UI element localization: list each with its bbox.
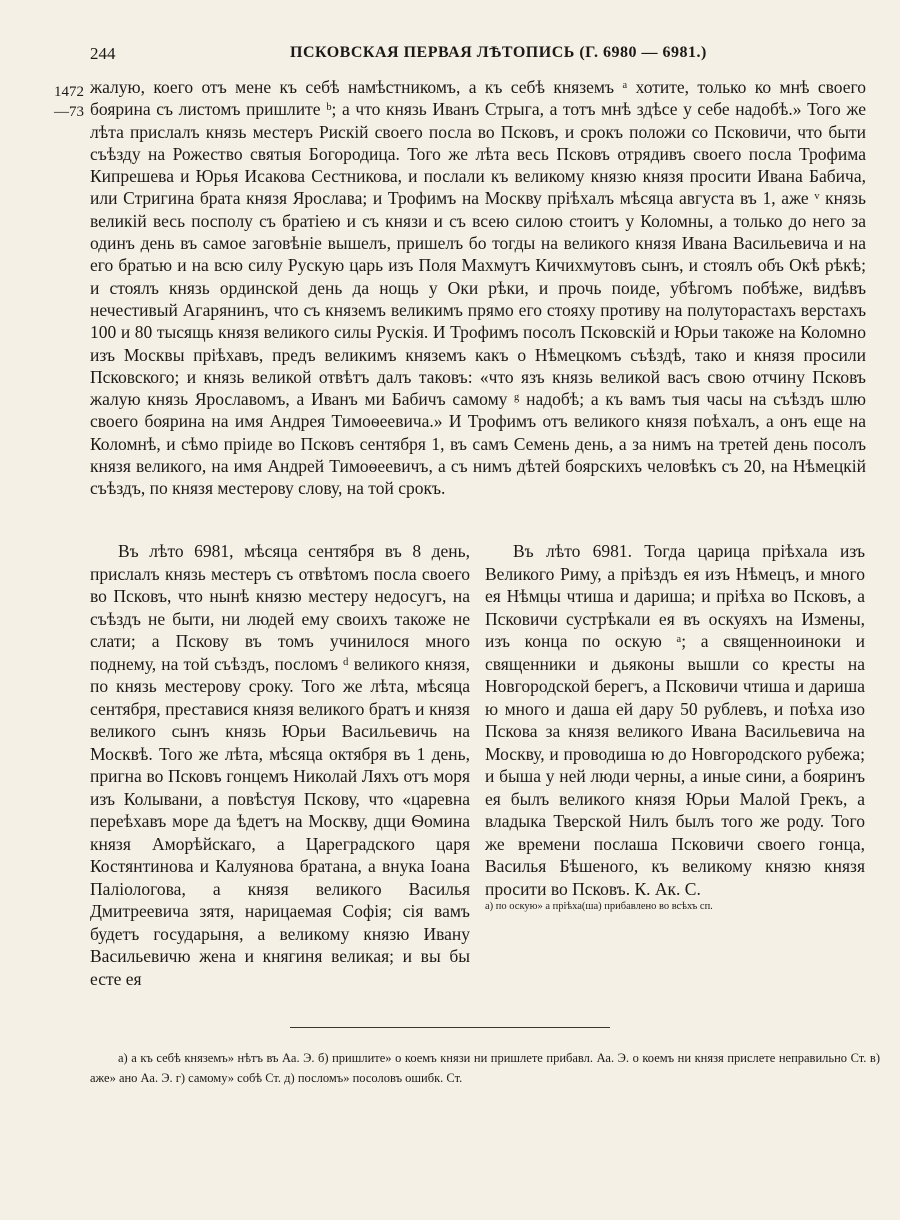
running-title: ПСКОВСКАЯ ПЕРВАЯ ЛѢТОПИСЬ (Г. 6980 — 6981.): [290, 44, 707, 61]
right-column-paragraph: Въ лѣто 6981. Тогда царица пріѣхала изъ Великого Риму, а пріѣздъ ея изъ Нѣмецъ, и много ея Нѣмцы чтиша и дариша; и пріѣха во Псковъ, а Псковичи сустрѣкали ея въ оскуяхъ на Измены, изъ конца по оскую ᵃ; а священноиноки и священники и дьяконы вышли со кресты на Новгородской берегъ, а Псковичи чтиша и дариша ю много и даша ей дару 50 рублевъ, и поѣха изо Пскова за князя великого Ивана Васильевича на Москву, и проводиша ю до Новгородского рубежа; и быша у ней люди черны, а иные сини, а бояринъ ея былъ великого князя Юрьи Малой Грекъ, а владыка Тверской Нилъ былъ того же роду. Того же времени послаша Псковичи своего гонца, Василья Бѣшеного, къ великому князю князя просити во Псковъ. К. Ак. С.: [485, 541, 865, 899]
left-column: [90, 540, 470, 990]
page-header: [90, 44, 865, 74]
footnote-divider: [290, 1027, 610, 1028]
margin-year-note: 1472 —73: [54, 84, 84, 120]
left-column-paragraph: Въ лѣто 6981, мѣсяца сентября въ 8 день, прислалъ князь местеръ съ отвѣтомъ посла своего во Псковъ, что нынѣ князю местеру недосугъ, на съѣздъ не быти, ни людей ему своихъ такоже не слати; а Пскову въ томъ учинилося много поднему, на той съѣздъ, посломъ ᵈ великого князя, по князь местерову сроку. Того же лѣта, мѣсяца сентября, преставися князя великого братъ и князя великого сынъ князь Юрьи Васильевичь на Москвѣ. Того же лѣта, мѣсяца октября въ 1 день, пригна во Псковъ гонцемъ Николай Ляхъ отъ моря изъ Колывани, а повѣстуя Пскову, что «царевна переѣхавъ море да ѣдетъ на Москву, дщи Ѳомина князя Аморѣйскаго, а Цареградского царя Костянтинова и Калуянова братана, а внука Іоана Паліологова, а князя великого Василья Дмитреевича зятя, нарицаемая Софія; сія вамъ будетъ государыня, а великому князю Ивану Васильевичю жена и княгиня великая; и вы бы естe ея: [90, 541, 470, 989]
full-width-text-block: [90, 76, 866, 500]
right-column-footnote: а) по оскую» а пріѣха(ша) прибавлено во всѣхъ сп.: [485, 901, 713, 912]
right-column: [485, 540, 865, 914]
chronicle-paragraph: жалую, коего отъ мене къ себѣ намѣстникомъ, а къ себѣ княземъ ᵃ хотите, только ко мнѣ своего боярина съ листомъ пришлите ᵇ; а что князь Иванъ Стрыга, а тотъ мнѣ здѣсе у себе надобѣ.» Того же лѣта прислалъ князь местеръ Рискій своего посла во Псковъ, и срокъ положи со Псковичи, что быти съѣзду на Рожество святыя Богородица. Того же лѣта весь Псковъ отрядивъ своего посла Трофима Кипрешева и Юрья Исакова Сестникова, и послали къ великому князю князя просити Ивана Бабича, или Стригина брата князя Ярослава; и Трофимъ на Москву пріѣхалъ мѣсяца августа въ 1, аже ᵛ князь великій весь посполу съ братіею и съ князи и съ всею силою стоитъ у Коломны, а только до него за одинъ день въ самое заговѣніе вышелъ, пришелъ бо тогды на великого князя Ивана Васильевича и на его братью и на всю силу Рускую царь изъ Поля Махмутъ Кичихмутовъ сынъ, и стоялъ объ Окѣ рѣкѣ; и стоялъ князь ординской день да нощь у Оки рѣки, и прочь поиде, убѣгомъ побѣже, видѣвъ нечестивый Агарянинъ, что съ княземъ великимъ прямо его стояху противу на полуторастахъ верстахъ 100 и 80 тысящь князя великого силы Рускія. И Трофимъ посолъ Псковскій и Юрьи такоже на Коломно изъ Москвы пріѣхавъ, предъ великимъ княземъ какъ о Нѣмецкомъ съѣздѣ, тако и князя просили Псковского; и князь великой отвѣтъ далъ таковъ: «что язъ князь великой васъ свою отчину Псковъ жалую князь Ярославомъ, а Иванъ ми Бабичъ самому ᵍ надобѣ; а къ вамъ тыя часы на съѣздъ шлю своего боярина на имя Андрея Тимоѳеевича.» И Трофимъ отъ великого князя поѣхалъ, а онъ еще на Коломнѣ, и сѣмо пріиде во Псковъ сентября 1, въ самъ Семень день, а за нимъ на третей день посолъ князя великого, на имя Андрей Тимоѳеевичъ, а съ нимъ дѣтей боярскихъ человѣкъ съ 20, на Нѣмецкій съѣздъ, по князя местерову слову, на той срокъ.: [90, 77, 866, 499]
page-number: 244: [90, 44, 116, 63]
footnote-text: а) а къ себѣ княземъ» нѣтъ въ Аа. Э. б) пришлите» о коемъ князи ни пришлете прибавл. Аа. Э. о коемъ ни князя прислете неправильно Ст. в) аже» ано Аа. Э. г) самому» собѣ Ст. д) посломъ» посоловъ ошибк. Ст.: [90, 1051, 880, 1085]
footnotes: [90, 1048, 880, 1088]
